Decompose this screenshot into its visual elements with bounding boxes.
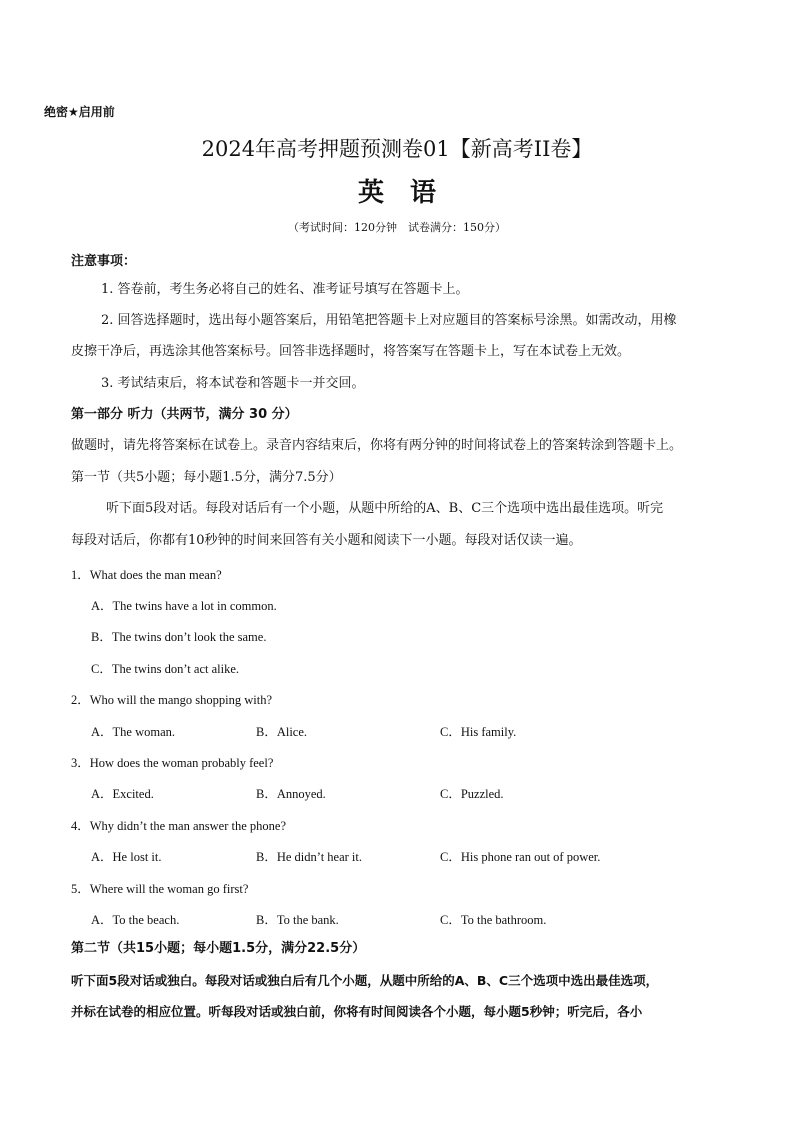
section1-instruction-1: 听下面5段对话。每段对话后有一个小题，从题中所给的A、B、C三个选项中选出最佳选项。听完 — [106, 501, 664, 516]
note-item-1: 1. 答卷前，考生务必将自己的姓名、准考证号填写在答题卡上。 — [101, 282, 469, 297]
confidential-mark: 绝密★启用前 — [44, 105, 115, 119]
part1-title: 第一部分 听力（共两节，满分 30 分） — [71, 407, 298, 422]
note-item-2: 2. 回答选择题时，选出每小题答案后，用铅笔把答题卡上对应题目的答案标号涂黑。如需改动，用橡 — [101, 313, 677, 328]
part1-instruction: 做题时，请先将答案标在试卷上。录音内容结束后，你将有两分钟的时间将试卷上的答案转涂到答题卡上。 — [71, 438, 683, 453]
note-item-2-cont: 皮擦干净后，再选涂其他答案标号。回答非选择题时，将答案写在答题卡上，写在本试卷上无效。 — [71, 344, 631, 359]
section2-instruction-2: 并标在试卷的相应位置。听每段对话或独白前，你将有时间阅读各个小题，每小题5秒钟；听完后，各小 — [71, 1004, 643, 1019]
question-5-option-a: A．To the beach. — [91, 913, 180, 927]
question-1-option-c: C．The twins don’t act alike. — [91, 662, 240, 676]
section1-title: 第一节（共5小题；每小题1.5分，满分7.5分） — [71, 470, 342, 485]
question-4-stem: 4．Why didn’t the man answer the phone? — [71, 819, 286, 833]
question-5-option-b: B．To the bank. — [256, 913, 339, 927]
question-2-option-a: A．The woman. — [91, 725, 176, 739]
question-5-stem: 5．Where will the woman go first? — [71, 882, 249, 896]
question-4-option-a: A．He lost it. — [91, 850, 162, 864]
section2-title: 第二节（共15小题；每小题1.5分，满分22.5分） — [71, 941, 366, 956]
question-2-option-c: C．His family. — [440, 725, 517, 739]
section1-instruction-2: 每段对话后，你都有10秒钟的时间来回答有关小题和阅读下一小题。每段对话仅读一遍。 — [71, 533, 582, 548]
question-4-option-b: B．He didn’t hear it. — [256, 850, 362, 864]
exam-info: （考试时间：120分钟 试卷满分：150分） — [288, 221, 506, 234]
question-1-option-b: B．The twins don’t look the same. — [91, 630, 267, 644]
question-1-stem: 1．What does the man mean? — [71, 568, 222, 582]
question-3-option-c: C．Puzzled. — [440, 787, 504, 801]
question-3-option-b: B．Annoyed. — [256, 787, 326, 801]
question-3-option-a: A．Excited. — [91, 787, 154, 801]
notes-title: 注意事项： — [71, 254, 137, 269]
exam-title: 2024年高考押题预测卷01【新高考II卷】 — [201, 137, 593, 161]
question-2-stem: 2．Who will the mango shopping with? — [71, 693, 273, 707]
note-item-3: 3. 考试结束后，将本试卷和答题卡一并交回。 — [101, 376, 365, 391]
question-4-option-c: C．His phone ran out of power. — [440, 850, 601, 864]
question-2-option-b: B．Alice. — [256, 725, 308, 739]
question-1-option-a: A．The twins have a lot in common. — [91, 599, 277, 613]
subject-title: 英语 — [357, 178, 462, 208]
question-5-option-c: C．To the bathroom. — [440, 913, 547, 927]
question-3-stem: 3．How does the woman probably feel? — [71, 756, 274, 770]
section2-instruction-1: 听下面5段对话或独白。每段对话或独白后有几个小题，从题中所给的A、B、C三个选项中选出最佳选项， — [71, 973, 659, 988]
